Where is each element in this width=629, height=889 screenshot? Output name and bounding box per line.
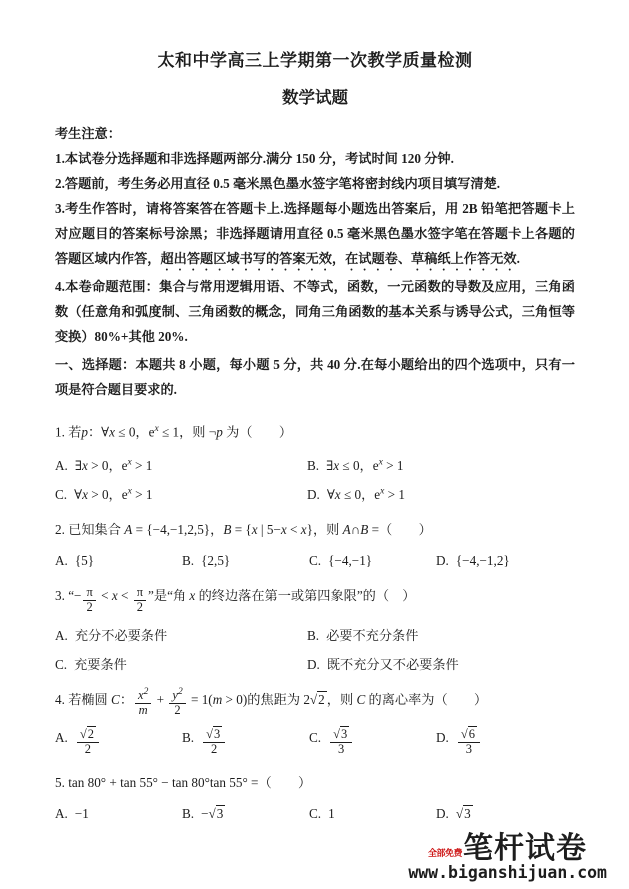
page-title: 太和中学高三上学期第一次教学质量检测 [157,51,473,70]
option-text: 1 [328,806,335,822]
option-label: A. [55,730,68,746]
question-1-option-d [307,484,575,503]
question-5-option-c [309,806,436,822]
question-5-stem: 5. tan 80° + tan 55° − tan 80°tan 55° =（ ） [55,775,312,791]
question-5 [55,770,575,822]
option-label: A. [55,806,68,822]
option-label: C. [55,656,68,672]
option-label: A. [55,458,68,474]
option-label: C. [309,806,322,822]
option-text: 充要条件 [74,656,127,672]
question-1-option-a [55,455,307,474]
option-text: ∃x > 0，$e^x > 1$ [74,458,153,474]
option-text: {2,5} [201,553,231,569]
option-text: {−4,−1,2} [455,553,510,569]
question-4-option-b [182,728,309,757]
option-label: B. [307,458,320,474]
question-2-options [55,553,575,569]
question-list [55,416,575,822]
question-3-option-a [55,625,307,644]
option-text: √3 [455,806,471,822]
option-text: 既不充分又不必要条件 [326,656,459,672]
option-label: D. [436,806,449,822]
question-4-option-c [309,728,436,757]
question-4-option-a [55,728,182,757]
question-4 [55,687,575,757]
option-label: A. [55,627,68,643]
question-2 [55,517,575,569]
section-header-choice-questions: 一、选择题：本题共 8 小题，每小题 5 分，共 40 分.在每小题给出的四个选项中，只有一项是符合题目要求的. [55,357,575,397]
question-2-option-c [309,553,436,569]
option-text: −√3 [201,806,224,822]
option-text: $\frac{√6}{3}$ [456,730,482,745]
question-4-options [55,728,575,757]
watermark-top-row [408,834,607,864]
option-label: D. [307,487,320,503]
question-3-options [55,625,575,673]
watermark-url: www.biganshijuan.com [408,863,607,883]
option-label: D. [436,553,449,569]
option-label: B. [307,627,320,643]
examinee-notice [55,121,575,349]
option-label: B. [182,730,195,746]
question-4-option-d [436,728,575,757]
option-label: C. [309,730,322,746]
notice-item-3: 3.考生作答时，请将答案答在答题卡上.选择题每小题选出答案后，用 2B 铅笔把答题卡上对应题目的答案标号涂黑；非选择题请用直径 0.5 毫米黑色墨水签字笔在答题卡上各题的答题区域内作答，超出答题区域书写的答案无效，在试题卷、草稿纸上作答无效. [55,201,575,266]
question-3-stem: 3. “− $\frac{\pi}{2}$ < x < $\frac{\pi}{2}$ ”是“角 x 的终边落在第一或第四象限”的（ ） [55,585,416,614]
option-text: −1 [74,806,89,822]
watermark [408,834,607,883]
notice-item-4: 4.本卷命题范围：集合与常用逻辑用语、不等式，函数，一元函数的导数及应用，三角函数（任意角和弧度制、三角函数的概念，同角三角函数的基本关系与诱导公式，三角恒等变换）80%+其他 20%. [55,279,575,344]
option-label: A. [55,553,68,569]
option-text: ∃x ≤ 0，$e^x > 1$ [326,458,404,474]
question-1 [55,416,575,503]
option-label: D. [436,730,449,746]
option-text: ∀x > 0，$e^x > 1$ [74,487,153,503]
option-text: 必要不充分条件 [326,627,419,643]
question-2-option-b [182,553,309,569]
option-text: $\frac{√3}{2}$ [201,730,227,745]
option-text: $\frac{√3}{3}$ [328,730,354,745]
question-3-option-b [307,625,575,644]
option-label: B. [182,553,195,569]
question-5-option-b [182,806,309,822]
option-text: ∀x ≤ 0，$e^x > 1$ [326,487,405,503]
question-1-options [55,455,575,503]
option-label: B. [182,806,195,822]
option-text: {−4,−1} [328,553,373,569]
question-2-option-d [436,553,575,569]
question-3-option-c [55,654,307,673]
option-label: D. [307,656,320,672]
notice-heading: 考生注意： [55,126,121,141]
option-text: $\frac{√2}{2}$ [75,730,101,745]
watermark-tagline: 全部免费 [427,848,462,859]
option-text: {5} [74,553,95,569]
watermark-brand: 笔杆试卷 [463,832,587,866]
question-3 [55,583,575,672]
question-4-stem: 4. 若椭圆 C： $\frac{x^2}{m}$ + $\frac{y^2}{2}$ = 1(m > 0)的焦距为 2√2 ，则 C 的离心率为（ ） [55,687,488,718]
page-subtitle: 数学试题 [282,88,348,107]
question-3-option-d [307,654,575,673]
notice-item-2: 2.答题前，考生务必用直径 0.5 毫米黑色墨水签字笔将密封线内项目填写清楚. [55,176,501,191]
question-5-option-d [436,806,575,822]
option-label: C. [55,487,68,503]
question-1-option-b [307,455,575,474]
question-1-stem: 1. 若p：∀x ≤ 0，$e^x \le 1$，则 ¬p 为（ ） [55,424,293,440]
notice-item-1: 1.本试卷分选择题和非选择题两部分.满分 150 分，考试时间 120 分钟. [55,151,454,166]
option-label: C. [309,553,322,569]
question-2-option-a [55,553,182,569]
question-5-option-a [55,806,182,822]
question-2-stem: 2. 已知集合 A = {−4,−1,2,5}，B = {x | 5−x < x}，则 A∩B =（ ） [55,522,432,538]
question-5-options [55,806,575,822]
question-1-option-c [55,484,307,503]
option-text: 充分不必要条件 [74,627,168,643]
